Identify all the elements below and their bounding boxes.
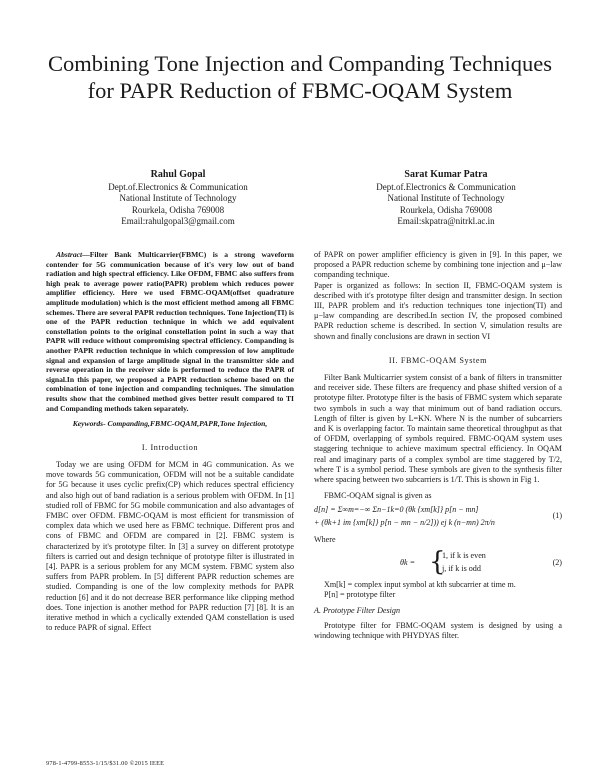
right-column [314,250,562,642]
introduction-paragraph: Today we are using OFDM for MCM in 4G communication. As we move towards 5G communication, OFDM will not be a suitable candidate for 5G because it uses cyclic prefix(CP) which reduces spectral efficiency and also high out of band radiation is a serious problem with OFDM. In [1] studied roll of FBMC for 5G mobile communication and also advantages of FMBC over OFDM. FBMC-OQAM is most efficient for transmission of complex data which we used here as FBMC technique. Different pros and cons of FBMC and OFDM are compared in [2]. FBMC system is characterized by it's prototype filter. In [3] a survey on different prototype filters is carried out and design technique of prototype filter is illustrated in [4]. PAPR is a serious problem for any MCM system. FBMC system also suffers from PAPR problem. In [5] different PAPR reduction schemes are studied. Companding is one of the low complexity methods for PAPR reduction [6] and it do not decrease BER performance like clipping method does. Tone injection is another method for PAPR reduction [7] [8]. It is an iterative method in which a cyclically extended QAM constellation is used to reduce PAPR of signal. Effect [46,459,294,633]
author-institute: National Institute of Technology [387,193,505,204]
equation-text: + (θk+1 im {xm[k]} p[n − mn − n/2])) ej k (n−mn) 2π/n [314,518,495,528]
equation-text: d[n] = Σ∞m=−∞ Σn−1k=0 (θk {xm[k]} p[n − mn] [314,505,479,515]
equation-number: (1) [552,511,562,521]
abstract-body: —Filter Bank Multicarrier(FBMC) is a strong waveform contender for 5G communication because of it's very low out of band radiation and high spectral efficiency. Like OFDM, FBMC also suffers from high peak to average power ratio(PAPR) problem which reduces power amplifier efficiency. Here we used FBMC-OQAM(offset quadrature amplitude modulation) which is the most efficient method among all FBMC schemes. There are several PAPR reduction techniques. Tone Injection(TI) is one of the PAPR reduction technique in which we add equivalent constellation points to the original constellation point in such a way that PAPR will reduce without compromising spectral efficiency. Companding is another PAPR reduction technique in which compression of low amplitude signal and expansion of large amplitude signal in the transmitter side and reverse operation in the receiver side is performed to reduce the PAPR of signal.In this paper, we proposed a PAPR reduction scheme based on the combination of tone injection and companding techniques. The simulation results show that the combined method gives better result compared to TI and Companding methods taken separately. [46,250,294,413]
section-heading-introduction: I. Introduction [141,442,199,452]
equation-2 [314,546,562,577]
copyright-footer: 978-1-4799-8553-1/15/$31.00 ©2015 IEEE [46,760,165,767]
left-column [46,250,294,633]
equation-number: (2) [552,557,562,567]
abstract-lead: Abstract [56,250,83,259]
author-dept: Dept.of.Electronics & Communication [376,182,516,192]
p-definition: P[n] = prototype filter [324,589,396,599]
equation-case: j, if k is odd [442,563,481,573]
equation-lhs: θk = [400,557,416,567]
paper-title: Combining Tone Injection and Companding Techniques for PAPR Reduction of FBMC-OQAM System [47,51,553,103]
equation-1-number-row [314,511,562,531]
author-email: Email:skpatra@nitrkl.ac.in [397,216,495,227]
prototype-filter-paragraph: Prototype filter for FBMC-OQAM system is designed by using a windowing technique with PHYDYAS filter. [314,621,562,641]
brace-symbol: { [429,546,446,577]
author-city: Rourkela, Odisha 769008 [399,204,493,215]
author-name: Sarat Kumar Patra [404,169,488,180]
section-heading-fbmc-oqam: II. FBMC-OQAM System [388,355,488,365]
author-city: Rourkela, Odisha 769008 [131,204,225,215]
author-dept: Dept.of.Electronics & Communication [108,182,248,192]
keywords: Keywords- Companding,FBMC-OQAM,PAPR,Tone Injection, [72,419,268,429]
where-label: Where [314,535,336,545]
abstract [46,250,294,413]
author-block-1 [68,168,288,228]
xm-definition: Xm[k] = complex input symbol at kth subcarrier at time m. [324,579,516,589]
author-email: Email:rahulgopal3@gmail.com [121,216,235,227]
paragraph: of PAPR on power amplifier efficiency is given in [9]. In this paper, we proposed a PAPR reduction scheme by combining tone injection and μ−law companding technique. [314,250,562,280]
author-institute: National Institute of Technology [119,193,237,204]
subsection-heading: A. Prototype Filter Design [314,606,401,616]
paragraph: Paper is organized as follows: In section II, FBMC-OQAM system is described with it's prototype filter design and transmitter design. In section III, PAPR problem and it's reduction techniques tone injection(TI) and μ−law companding are described.In section IV, the proposed combined PAPR reduction scheme is described. In section V, simulation results are shown and finally conclusions are drawn in section VI [314,280,562,341]
author-block-2 [336,168,556,228]
fbmc-oqam-paragraph: Filter Bank Multicarrier system consist of a bank of filters in transmitter and receiver side. These filters are frequency and phase shifted version of a prototype filter. Prototype filter is the basis of FBMC system which separate two symbols in such a way that minimum out of band radiation occurs. Length of filter is given by L=KN. Where N is the number of subcarriers and K is overlapping factor. To maintain same theoretical throughput as that of OFDM, overlapping of symbols required. FBMC-OQAM system uses staggering technique to achieve maximum spectral efficiency. In OQAM real and imaginary parts of a complex symbol are time staggered by T/2, where T is a symbol period. These symbols are given to the synthesis filter where spacing between two subcarriers is 1/T. This is shown in Fig 1. [314,373,562,485]
signal-intro: FBMC-OQAM signal is given as [324,491,432,501]
equation-case: 1, if k is even [442,550,486,560]
author-name: Rahul Gopal [150,169,206,180]
